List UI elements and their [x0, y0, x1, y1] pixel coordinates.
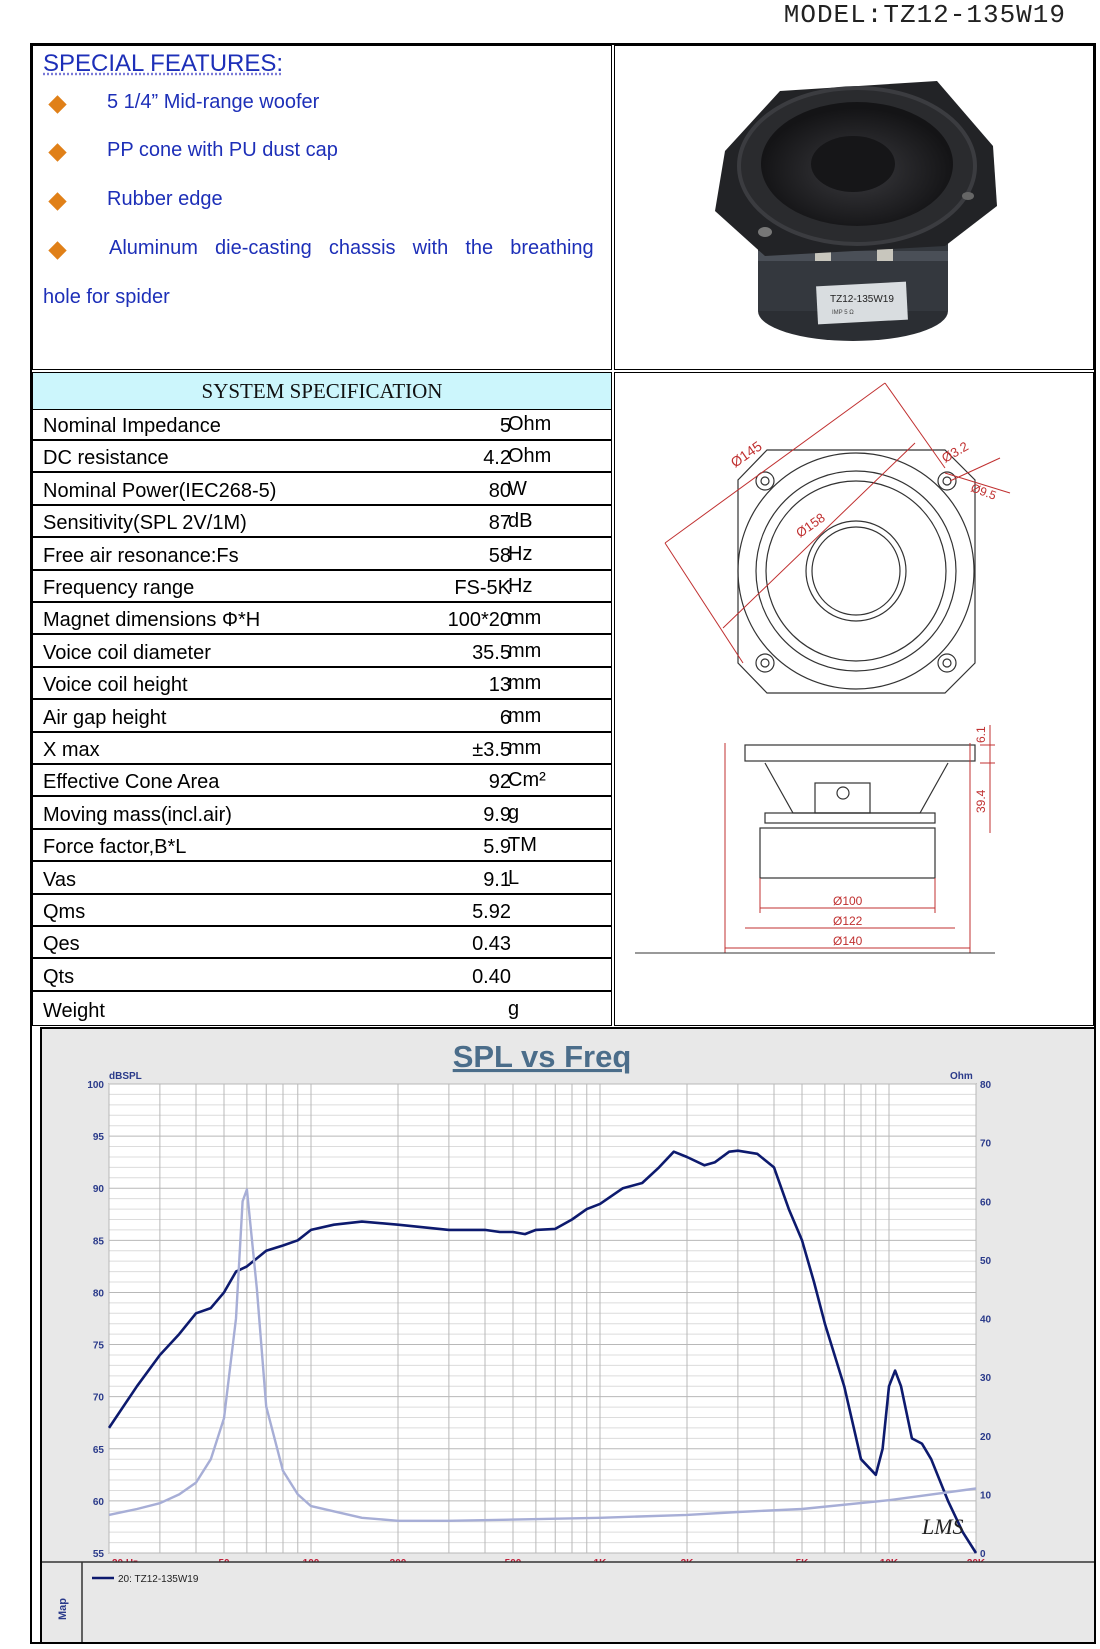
- spec-name: Voice coil diameter: [43, 641, 211, 664]
- spec-row: [33, 441, 611, 473]
- dimension-label: Ø158: [793, 509, 828, 541]
- features-title: SPECIAL FEATURES:: [43, 50, 284, 77]
- dimension-label: Ø9.5: [968, 480, 999, 503]
- y-tick-label-right: 60: [980, 1197, 992, 1209]
- spec-name: Force factor,B*L: [43, 836, 187, 859]
- spec-unit: TM: [508, 834, 537, 857]
- legend-side-label: Map: [57, 1598, 69, 1620]
- y-tick-label-left: 55: [92, 1549, 104, 1560]
- spec-value: ±3.5: [472, 739, 511, 761]
- feature-item: Rubber edge: [107, 188, 223, 210]
- spec-unit: g: [508, 801, 520, 824]
- legend-entry: 20: TZ12-135W19: [118, 1574, 199, 1585]
- spec-value: 92: [488, 771, 511, 794]
- spec-unit: g: [508, 998, 520, 1021]
- spec-value: 4.2: [483, 447, 511, 470]
- spec-name: Sensitivity(SPL 2V/1M): [43, 512, 247, 535]
- spec-unit: Cm²: [508, 769, 546, 792]
- spec-value: 35.5: [472, 641, 511, 664]
- photo-cell: [614, 45, 1094, 370]
- spec-unit: mm: [508, 672, 542, 695]
- dimension-label: Ø145: [727, 437, 765, 471]
- y-tick-label-right: 20: [980, 1431, 992, 1443]
- photo-label-text: TZ12-135W19: [830, 294, 894, 305]
- spec-unit: Ohm: [508, 413, 552, 435]
- spec-value: 80: [488, 479, 511, 502]
- spec-value: 0.43: [472, 933, 511, 956]
- spec-row: [33, 733, 611, 765]
- spec-row: [33, 830, 611, 862]
- spec-unit: mm: [508, 639, 542, 662]
- y-tick-label-left: 80: [92, 1288, 104, 1300]
- photo-label-text-2: IMP 5 Ω: [832, 310, 854, 316]
- spec-value: 5: [499, 415, 511, 437]
- spec-name: Weight: [43, 1000, 105, 1023]
- features-cell: [32, 45, 612, 370]
- spec-name: Moving mass(incl.air): [43, 803, 232, 826]
- y-tick-label-left: 75: [92, 1340, 104, 1352]
- spec-value: 100*20: [447, 609, 511, 632]
- spec-name: Frequency range: [43, 577, 195, 599]
- spec-row: [33, 636, 611, 668]
- lms-watermark: LMS: [922, 1514, 964, 1539]
- feature-item-continuation: hole for spider: [43, 286, 170, 308]
- dimension-label: 6.1: [974, 726, 988, 743]
- spec-value: 58: [488, 544, 511, 567]
- model-number: MODEL:TZ12-135W19: [783, 0, 1066, 30]
- spec-row: [33, 539, 611, 571]
- spec-name: Nominal Power(IEC268-5): [43, 479, 277, 502]
- spec-value: 5.9: [483, 836, 511, 859]
- spec-row: [33, 409, 611, 441]
- y-tick-label-left: 65: [92, 1444, 104, 1456]
- bullet-diamond-icon: [48, 241, 66, 259]
- spec-unit: W: [508, 477, 527, 500]
- y-tick-label-left: 100: [87, 1080, 104, 1091]
- y-tick-label-right: 80: [980, 1080, 992, 1091]
- spec-row: [33, 668, 611, 700]
- spec-row: [33, 927, 611, 959]
- bullet-diamond-icon: [48, 143, 66, 161]
- spl-chart: [40, 1027, 1096, 1644]
- spec-name: Nominal Impedance: [43, 415, 221, 437]
- spec-unit: Ohm: [508, 445, 552, 468]
- spec-row: [33, 506, 611, 538]
- spec-value: 5.92: [472, 901, 511, 923]
- y-tick-label-right: 30: [980, 1373, 992, 1385]
- spec-unit: Hz: [508, 542, 533, 565]
- spec-row: [33, 992, 611, 1024]
- spec-name: Free air resonance:Fs: [43, 544, 239, 567]
- plot-area: [109, 1084, 976, 1553]
- y-tick-label-left: 70: [92, 1392, 104, 1404]
- spec-row: [33, 474, 611, 506]
- y-axis-label-right: Ohm: [950, 1071, 973, 1082]
- spec-value: 87: [488, 512, 511, 535]
- feature-item: Aluminum die-casting chassis with the breathing: [109, 237, 594, 259]
- feature-item: 5 1/4” Mid-range woofer: [107, 91, 320, 113]
- y-tick-label-right: 10: [980, 1490, 992, 1502]
- spec-row: [33, 571, 611, 603]
- spec-name: Effective Cone Area: [43, 771, 220, 794]
- y-tick-label-right: 70: [980, 1138, 992, 1150]
- y-tick-label-right: 40: [980, 1314, 992, 1326]
- dimension-label: Ø140: [833, 934, 863, 948]
- speaker-photo: [615, 46, 1093, 369]
- feature-item: PP cone with PU dust cap: [107, 139, 338, 161]
- spec-name: Air gap height: [43, 706, 167, 729]
- spec-name: Qts: [43, 965, 75, 988]
- spec-unit: L: [508, 866, 520, 889]
- spec-unit: mm: [508, 704, 542, 727]
- spec-row: [33, 765, 611, 797]
- spec-table-title: SYSTEM SPECIFICATION: [33, 373, 611, 410]
- chart-title: SPL vs Freq: [452, 1039, 632, 1074]
- spec-unit: mm: [508, 607, 542, 630]
- y-tick-label-right: 50: [980, 1255, 992, 1267]
- spec-row: [33, 895, 611, 927]
- spec-value: 9.9: [483, 803, 511, 826]
- spec-name: Qms: [43, 901, 86, 923]
- y-tick-label-left: 60: [92, 1496, 104, 1508]
- spec-row: [33, 960, 611, 992]
- spec-name: Vas: [43, 868, 76, 891]
- dimension-label: Ø122: [833, 914, 863, 928]
- bullet-diamond-icon: [48, 192, 66, 210]
- spec-row: [33, 603, 611, 635]
- spec-name: DC resistance: [43, 447, 169, 470]
- y-tick-label-left: 85: [92, 1236, 104, 1248]
- spec-row: [33, 863, 611, 895]
- spec-name: Voice coil height: [43, 674, 188, 697]
- drawing-cell: [614, 372, 1094, 1026]
- spec-value: 6: [499, 706, 511, 729]
- dimension-label: 39.4: [974, 789, 988, 813]
- y-tick-label-right: 0: [980, 1549, 986, 1560]
- spec-unit: dB: [508, 510, 533, 533]
- spec-value: 13: [488, 674, 511, 697]
- spec-table: [32, 372, 612, 1026]
- spec-unit: Hz: [508, 575, 533, 597]
- spec-value: 0.40: [472, 965, 511, 988]
- y-axis-label-left: dBSPL: [109, 1071, 142, 1082]
- spec-name: Qes: [43, 933, 80, 956]
- bullet-diamond-icon: [48, 95, 66, 113]
- spec-row: [33, 798, 611, 830]
- spl-vs-freq-chart: [42, 1029, 1094, 1642]
- spec-value: 9.1: [483, 868, 511, 891]
- dimension-label: Ø3.2: [939, 438, 971, 466]
- y-tick-label-left: 90: [92, 1184, 104, 1196]
- spec-name: X max: [43, 739, 100, 761]
- dimension-drawing: [615, 373, 1093, 1025]
- legend-strip: [42, 1562, 1094, 1642]
- y-tick-label-left: 95: [92, 1132, 104, 1144]
- spec-row: [33, 701, 611, 733]
- dimension-label: Ø100: [833, 894, 863, 908]
- spec-name: Magnet dimensions Φ*H: [43, 609, 261, 632]
- spec-value: FS-5K: [454, 577, 511, 599]
- spec-unit: mm: [508, 737, 542, 759]
